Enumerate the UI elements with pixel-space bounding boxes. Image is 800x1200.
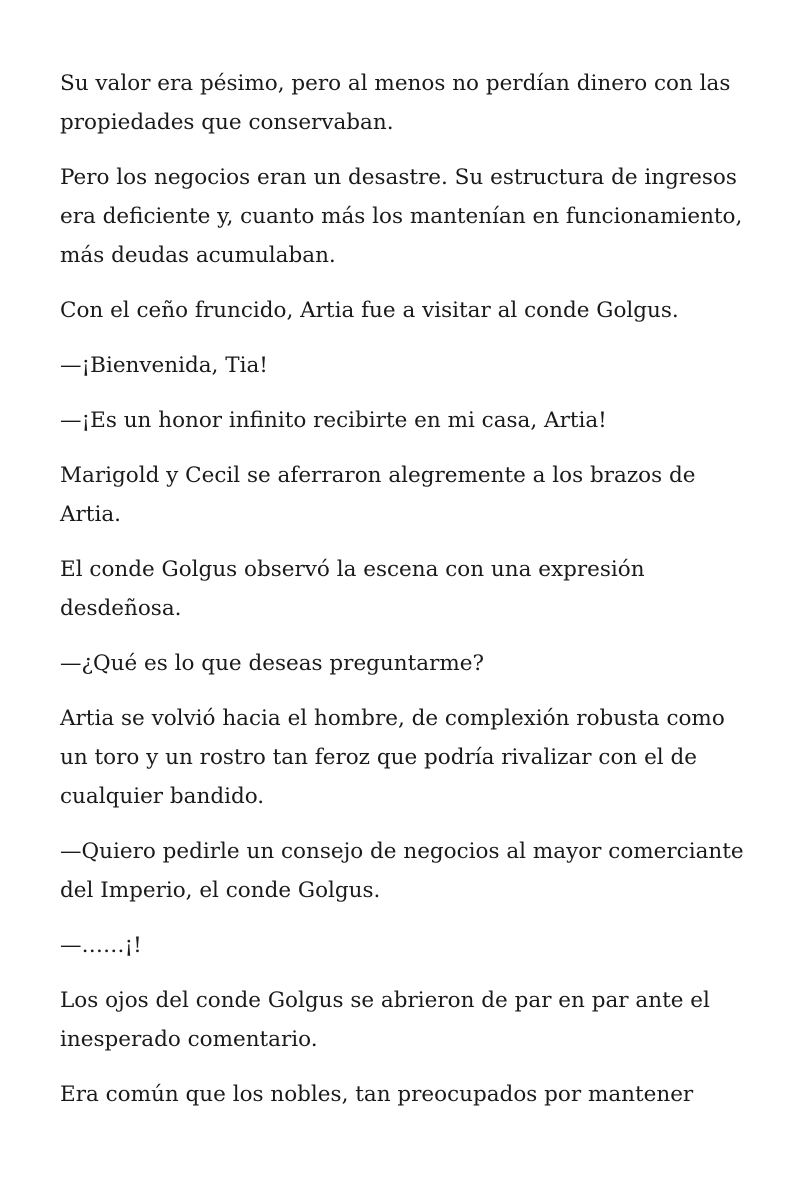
paragraph-9: Artia se volvió hacia el hombre, de complexión robusta como un toro y un rostro tan feroz que podría rivalizar con el de cualquier bandido. bbox=[60, 706, 725, 809]
paragraph-1: Su valor era pésimo, pero al menos no perdían dinero con las propiedades que conservaban. bbox=[60, 71, 731, 135]
paragraph-13: Era común que los nobles, tan preocupados por mantener bbox=[60, 1082, 694, 1107]
document-page bbox=[60, 64, 750, 1130]
paragraph-5: —¡Es un honor infinito recibirte en mi casa, Artia! bbox=[60, 408, 607, 433]
paragraph-3: Con el ceño fruncido, Artia fue a visitar al conde Golgus. bbox=[60, 298, 679, 323]
paragraph-12: Los ojos del conde Golgus se abrieron de par en par ante el inesperado comentario. bbox=[60, 988, 710, 1052]
paragraph-7: El conde Golgus observó la escena con una expresión desdeñosa. bbox=[60, 557, 645, 621]
paragraph-6: Marigold y Cecil se aferraron alegremente a los brazos de Artia. bbox=[60, 463, 696, 527]
paragraph-4: —¡Bienvenida, Tia! bbox=[60, 353, 268, 378]
paragraph-2: Pero los negocios eran un desastre. Su estructura de ingresos era deficiente y, cuanto más los mantenían en funcionamiento, más deudas acumulaban. bbox=[60, 165, 743, 268]
paragraph-10: —Quiero pedirle un consejo de negocios al mayor comerciante del Imperio, el conde Golgus. bbox=[60, 839, 744, 903]
paragraph-8: —¿Qué es lo que deseas preguntarme? bbox=[60, 651, 484, 676]
paragraph-11: —……¡! bbox=[60, 933, 142, 958]
